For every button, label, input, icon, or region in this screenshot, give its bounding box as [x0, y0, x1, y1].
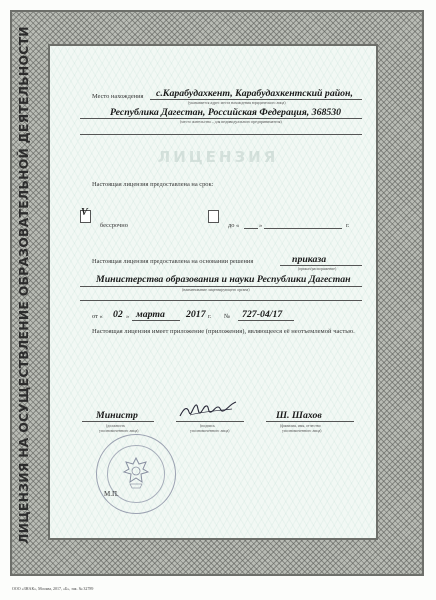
basis-authority-line	[80, 286, 362, 287]
date-from-label: от «	[92, 313, 103, 320]
until-day-line	[244, 228, 258, 229]
basis-authority-caption: (наименование лицензирующего органа)	[182, 288, 250, 292]
order-number-line	[238, 320, 294, 321]
name-caption-2: уполномоченного лица)	[282, 429, 322, 433]
signature-line	[176, 421, 244, 422]
name-line	[266, 421, 354, 422]
until-suffix: г.	[346, 222, 350, 229]
date-month: марта	[136, 309, 165, 320]
handwritten-signature	[178, 398, 240, 422]
printer-footer: ООО «ЗНАК», Москва, 2017, «Б», зак. № 32789	[12, 586, 94, 591]
signature-caption-1: (подпись	[200, 424, 215, 428]
indefinite-label: бессрочно	[100, 222, 128, 229]
position-line	[82, 421, 154, 422]
appendix-note: Настоящая лицензия имеет приложение (приложения), являющееся её неотъемлемой частью.	[92, 328, 355, 335]
location-underline-2	[80, 118, 362, 119]
basis-extra-line	[80, 300, 362, 301]
location-line-1: с.Карабудахкент, Карабудахкентский район,	[156, 88, 353, 99]
until-checkbox[interactable]	[208, 210, 219, 223]
signatory-name: Ш. Шахов	[276, 410, 322, 421]
position-caption-1: (должность	[106, 424, 126, 428]
stamp-label: М.П.	[104, 490, 119, 498]
signature-caption-2: уполномоченного лица)	[190, 429, 230, 433]
date-mid-quote: »	[126, 313, 130, 320]
location-underline-1	[150, 99, 362, 100]
location-caption-2: (место жительства – для индивидуального предпринимателя)	[180, 120, 282, 124]
eagle-emblem-icon	[121, 455, 151, 489]
official-seal	[96, 434, 176, 514]
order-number-label: №	[224, 313, 231, 320]
basis-label: Настоящая лицензия предоставлена на основании решения	[92, 258, 254, 265]
until-month-line	[264, 228, 342, 229]
side-title-text: ЛИЦЕНЗИЯ НА ОСУЩЕСТВЛЕНИЕ ОБРАЗОВАТЕЛЬНОЙ ДЕЯТЕЛЬНОСТИ	[17, 26, 32, 544]
date-month-line	[132, 320, 180, 321]
location-label: Место нахождения	[92, 93, 144, 100]
term-label: Настоящая лицензия предоставлена на срок:	[92, 181, 214, 188]
position-caption-2: уполномоченного лица)	[99, 429, 139, 433]
name-caption-1: (фамилия, имя, отчество	[280, 424, 321, 428]
date-day: 02	[113, 309, 123, 320]
basis-type: приказа	[292, 254, 327, 265]
signatory-position: Министр	[96, 410, 138, 421]
basis-authority: Министерства образования и науки Республики Дагестан	[96, 274, 351, 285]
checkbox-mark: V	[81, 207, 88, 218]
location-line-2: Республика Дагестан, Российская Федерация, 368530	[110, 107, 342, 118]
date-year-suffix: г.	[208, 313, 212, 320]
basis-type-line	[280, 265, 362, 266]
basis-type-caption: (приказ/распоряжение)	[298, 267, 337, 271]
until-middle: »	[259, 222, 263, 229]
until-prefix: до «	[228, 222, 240, 229]
location-caption-1: (указывается адрес места нахождения юридического лица)	[188, 101, 286, 105]
side-title	[2, 12, 46, 558]
date-year: 2017	[186, 309, 206, 320]
order-number: 727-04/17	[242, 309, 283, 320]
location-underline-3	[80, 134, 362, 135]
watermark-emblem: ЛИЦЕНЗИЯ	[157, 148, 279, 166]
